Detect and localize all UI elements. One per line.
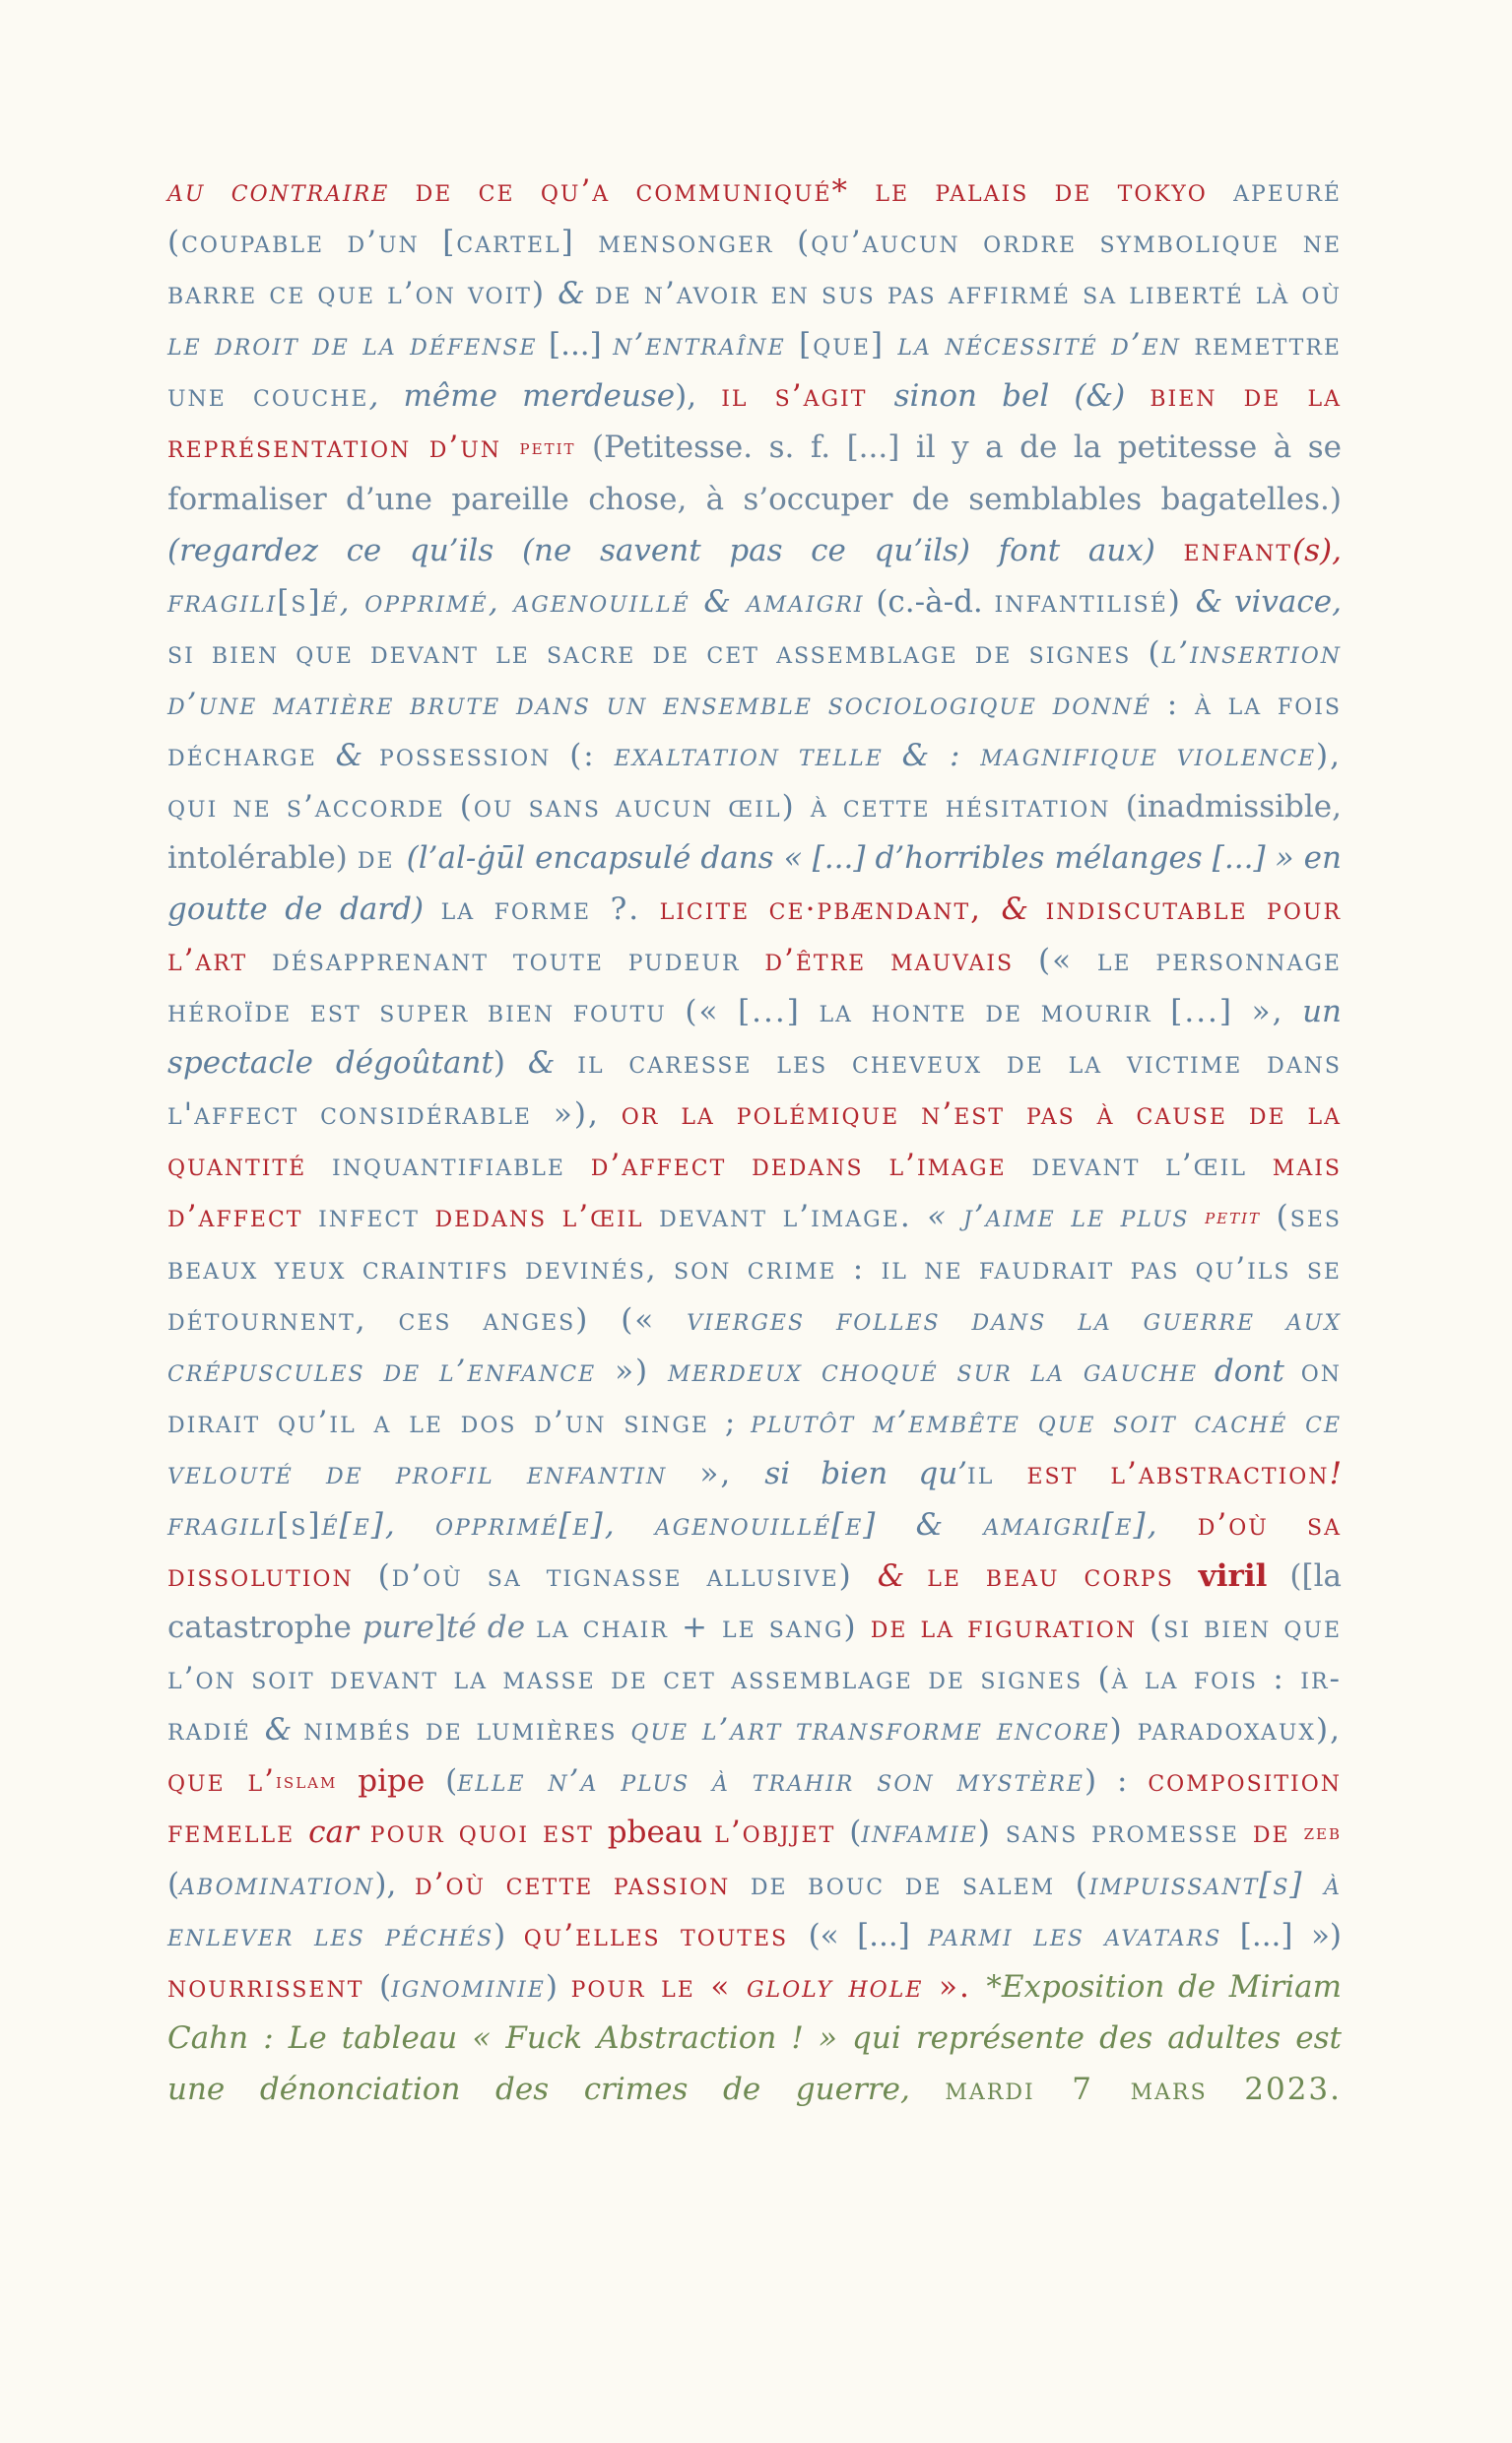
text-segment: pour le « — [570, 1969, 747, 2005]
text-segment: ( — [849, 1815, 862, 1851]
text-segment: mardi 7 mars 2023. — [945, 2072, 1342, 2107]
text-segment: (c.-à-d. — [864, 583, 995, 620]
text-segment: ), — [374, 1867, 415, 1902]
text-segment: dont — [1198, 1353, 1301, 1389]
text-segment: islam — [276, 1768, 338, 1794]
text-segment: ». — [923, 1969, 987, 2005]
text-segment: infect — [318, 1198, 435, 1234]
text-segment: que l’ — [167, 1762, 276, 1799]
text-segment: fragili — [167, 583, 278, 620]
text-segment: le droit de la défense — [167, 327, 538, 363]
text-segment: é[e], opprimé[e], agenouillé[e] & amaigri[e], — [321, 1506, 1198, 1543]
text-segment: de n’avoir en sus pas affirmé sa liberté là où — [594, 276, 1353, 311]
text-segment: que l’art transforme encore — [630, 1711, 1110, 1748]
text-segment: impuissant[s] à enlever les péchés — [167, 1867, 1353, 1953]
text-segment: ) — [493, 1044, 528, 1081]
text-segment: si bien qu’ — [764, 1455, 968, 1491]
text-segment: (ses beaux yeux craintifs devinés, son crime : il ne faudrait pas qu’ils se détournent, ces anges) (« — [167, 1198, 1353, 1338]
text-segment: : à la fois décharge — [167, 686, 1353, 773]
text-segment: viril — [1198, 1557, 1268, 1594]
text-segment: de bouc de salem ( — [750, 1867, 1089, 1902]
text-segment: au contraire — [167, 173, 390, 209]
text-segment: [s] — [277, 1506, 322, 1543]
text-segment: de — [357, 839, 407, 876]
text-segment: il — [967, 1455, 1027, 1491]
text-segment: fragili — [167, 1506, 278, 1543]
text-segment: qu’elles toutes — [523, 1918, 809, 1953]
text-segment: de ce qu’a communiqué* le palais de tokyo — [389, 173, 1234, 209]
text-segment: si bien que devant le sacre de cet assemblage de signes ( — [167, 634, 1162, 671]
text-segment: vierges folles dans la guerre aux crépuscules de l’enfance — [167, 1301, 1353, 1389]
text-segment: exaltation telle & : magnifique violence — [614, 737, 1317, 773]
text-segment: *Exposition de Miriam Cahn : Le tableau « Fuck Abstraction ! » qui représente des adultes est une dénonciation des crimes de guerre, — [167, 1969, 1351, 2107]
text-segment: de — [1252, 1815, 1304, 1851]
text-segment: , même merdeuse — [368, 378, 676, 414]
text-segment: petit — [519, 434, 576, 460]
text-segment: il s’agit — [721, 378, 894, 414]
text-segment: la chair + le sang) — [536, 1609, 871, 1645]
text-segment: est l’abstraction — [1026, 1455, 1330, 1491]
text-segment: pipe — [337, 1762, 446, 1799]
text-segment: or la polémique n’est pas à cause de la quantité — [167, 1095, 1353, 1183]
text-segment: un spectacle dégoûtant — [167, 993, 1351, 1081]
text-segment: é, opprimé, agenouillé & amaigri — [321, 583, 865, 620]
text-segment: (inadmissible, intolérable) — [167, 788, 1351, 876]
text-segment: parmi les avatars — [928, 1918, 1222, 1953]
text-segment: on dirait qu’il a le dos d’un singe — [167, 1353, 1353, 1440]
text-segment: l’objjet — [714, 1815, 850, 1851]
text-segment: (« le personnage héroïde est super bien foutu (« [...] la honte de mourir [...] », — [167, 942, 1353, 1029]
text-segment: la nécessité d’en — [897, 327, 1181, 363]
text-segment: (l’al-ġūl encapsulé dans « [...] d’horribles mélanges [...] » en goutte de dard) — [167, 839, 1351, 927]
text-segment: & — [558, 276, 595, 311]
text-segment: (Petitesse. s. f. [...] il y a de la petitesse à se formaliser d’une pareille chose, à s’occuper de semblables bagatelles.) — [167, 429, 1351, 517]
text-segment: », — [667, 1455, 765, 1491]
text-segment: & — [335, 737, 380, 773]
text-segment: & — [264, 1711, 304, 1748]
text-segment: plutôt m’embête que soit caché ce velouté de profil enfantin — [167, 1404, 1353, 1491]
text-segment: ), qui ne s’accorde (ou sans aucun œil) à cette hésitation — [167, 737, 1353, 825]
page — [167, 165, 1353, 2115]
text-segment: le beau corps — [927, 1557, 1199, 1594]
text-segment: & vivace, — [1195, 583, 1351, 620]
text-segment: ignominie — [391, 1969, 546, 2005]
text-segment: n’entraîne — [613, 327, 786, 363]
text-segment: nourrissent — [167, 1969, 379, 2005]
text-segment: ; — [709, 1404, 752, 1440]
text-segment: (si bien que l’on soit devant la masse de cet assemblage de signes (à la fois : ir-radié — [167, 1609, 1353, 1748]
text-segment: d’être mauvais — [764, 942, 1038, 978]
text-segment: sinon bel (&) — [893, 378, 1150, 414]
text-segment: ) sans promesse — [977, 1815, 1253, 1851]
text-segment: nimbés de lumières — [303, 1711, 631, 1748]
text-segment: composition femelle — [167, 1762, 1353, 1851]
text-segment: (s), — [1292, 532, 1351, 568]
text-segment: (d’où sa tignasse allusive) — [377, 1557, 878, 1594]
text-segment: possession (: — [379, 737, 615, 773]
text-segment: indiscutable pour l’art — [167, 891, 1353, 978]
text-segment: devant l’image. — [659, 1198, 928, 1234]
text-segment: désapprenant toute pudeur — [272, 942, 765, 978]
text-segment: ) — [545, 1969, 571, 2005]
text-segment: elle n’a plus à trahir son mystère — [457, 1762, 1085, 1799]
text-segment: ! — [1329, 1455, 1351, 1491]
text-segment: abomination — [179, 1867, 375, 1902]
text-segment: pbeau — [607, 1815, 715, 1851]
text-segment: ) paradoxaux), — [1109, 1711, 1353, 1748]
text-segment: licite ce·pbændant, — [659, 891, 1002, 927]
text-segment: apeuré (coupable d’un [cartel] mensonger (qu’aucun ordre symbolique ne barre ce que l’on voit) — [167, 173, 1353, 311]
text-segment: ( — [378, 1969, 392, 2005]
text-segment: devant l’œil — [1031, 1147, 1273, 1183]
text-segment: d’affect dedans l’image — [590, 1147, 1032, 1183]
text-segment: & — [527, 1044, 578, 1081]
text-segment: merdeux choqué sur la gauche — [668, 1353, 1199, 1389]
text-segment: pour quoi est — [369, 1815, 608, 1851]
text-segment: « j’aime le plus — [927, 1198, 1206, 1234]
text-segment: pure — [362, 1609, 434, 1645]
poem-paragraph — [167, 165, 1353, 2115]
text-segment: [que] — [785, 327, 898, 363]
text-segment: [...] — [537, 327, 614, 363]
text-segment: ( — [445, 1762, 458, 1799]
text-segment: bien de la représentation d’un — [167, 378, 1353, 465]
text-segment: ) : — [1085, 1762, 1149, 1799]
text-segment: infamie — [861, 1815, 978, 1851]
text-segment: inquantifiable — [331, 1147, 591, 1183]
text-segment: ] — [433, 1609, 446, 1645]
text-segment: ([la catastrophe — [167, 1557, 1351, 1645]
text-segment: zeb — [1303, 1820, 1342, 1845]
text-segment: ) — [493, 1918, 524, 1953]
text-segment: [s] — [277, 583, 322, 620]
text-segment: d’où sa dissolution — [167, 1506, 1353, 1594]
text-segment: d’où cette passion — [414, 1867, 751, 1902]
text-segment: la forme ?. — [440, 891, 660, 927]
text-segment: (« [...] — [808, 1918, 929, 1953]
text-segment: enfant — [1183, 532, 1293, 568]
text-segment: (regardez ce qu’ils (ne savent pas ce qu’ils) font aux) — [167, 532, 1184, 568]
text-segment: [...] ») — [1221, 1918, 1351, 1953]
text-segment: petit — [1205, 1204, 1262, 1229]
text-segment: & — [1001, 891, 1046, 927]
text-segment: de la figuration — [870, 1609, 1150, 1645]
text-segment: ), — [675, 378, 722, 414]
text-segment: ») — [596, 1353, 669, 1389]
text-segment: l’insertion d’une matière brute dans un ensemble sociologique donné — [167, 634, 1353, 722]
text-segment: & — [877, 1557, 928, 1594]
text-segment: infantilisé) — [994, 583, 1196, 620]
text-segment: remettre une couche — [167, 327, 1353, 414]
text-segment: dedans l’œil — [434, 1198, 660, 1234]
text-segment: té de — [445, 1609, 537, 1645]
text-segment: il caresse les cheveux de la victime dans l'affect considérable »), — [167, 1044, 1353, 1132]
text-segment: car — [308, 1815, 370, 1851]
text-segment: mais d’affect — [167, 1147, 1353, 1234]
text-segment: gloly hole — [746, 1969, 924, 2005]
text-segment: ( — [167, 1815, 1351, 1902]
